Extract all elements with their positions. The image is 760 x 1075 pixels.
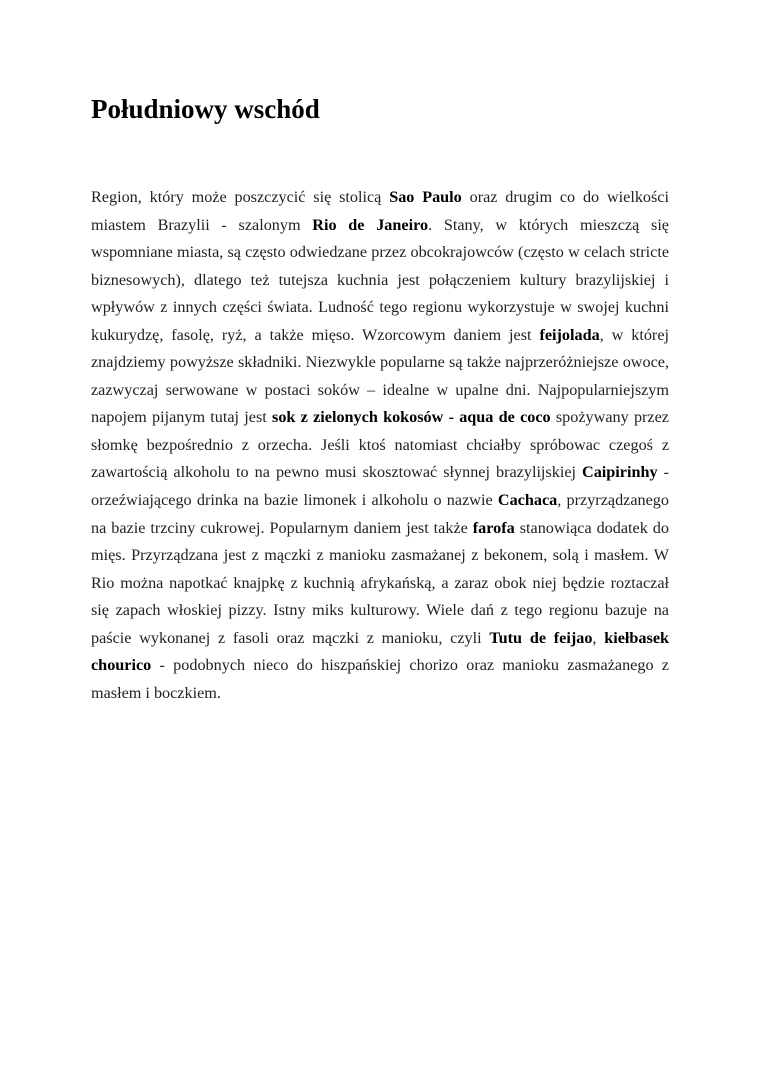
text-run: oraz drugim co do wielkości miastem Brazylii - szalonym: [91, 188, 669, 234]
bold-term-rio-de-janeiro: Rio de Janeiro: [312, 215, 429, 234]
text-run: spożywany przez słomkę bezpośrednio z orzecha. Jeśli ktoś natomiast chciałby spróbowac czegoś z zawartością alkoholu to na pewno musi skosztować słynnej brazylijskiej: [91, 408, 669, 482]
text-run: , w której znajdziemy powyższe składniki. Niezwykle popularne są także najprzeróżniejsze owoce, zazwyczaj serwowane w postaci soków – idealne w upalne dni. Najpopularniejszym napojem pijanym tutaj jest: [91, 325, 669, 427]
document-title: Południowy wschód: [91, 94, 320, 124]
text-run: ,: [592, 628, 605, 647]
text-run: stanowiąca dodatek do mięs. Przyrządzana jest z mączki z manioku zasmażanej z bekonem, solą i masłem. W Rio można napotkać knajpkę z kuchnią afrykańską, a zaraz obok niej będzie roztaczał się zapach włoskiej pizzy. Istny miks kulturowy. Wiele dań z tego regionu bazuje na paście wykonanej z fasoli oraz mączki z manioku, czyli: [91, 518, 669, 647]
bold-term-kielbasek-chourico: kiełbasek chourico: [91, 628, 670, 675]
text-run: - podobnych nieco do hiszpańskiej chorizo oraz manioku zasmażanego z masłem i boczkiem.: [91, 656, 669, 702]
bold-term-sao-paulo: Sao Paulo: [389, 188, 462, 206]
text-run: . Stany, w których mieszczą się wspomniane miasta, są często odwiedzane przez obcokrajowców (często w celach stricte biznesowych), dlatego też tutejsza kuchnia jest połączeniem kultury brazylijskiej i wpływów z innych części świata. Ludność tego regionu wykorzystuje w swojej kuchni kukurydzę, fasolę, ryż, a także mięso. Wzorcowym daniem jest: [91, 215, 669, 344]
text-run: Region, który może poszczycić się stolicą: [91, 188, 390, 206]
bold-term-cachaca: Cachaca: [497, 491, 558, 510]
text-run: , przyrządzanego na bazie trzciny cukrowej. Popularnym daniem jest także: [91, 491, 669, 537]
bold-term-feijolada: feijolada: [539, 325, 600, 344]
text-run: - orzeźwiającego drinka na bazie limonek i alkoholu o nazwie: [91, 463, 669, 510]
bold-term-farofa: farofa: [472, 518, 515, 537]
bold-term-caipirinhy: Caipirinhy: [582, 463, 658, 482]
body-paragraph: [91, 184, 669, 707]
bold-term-aqua-de-coco: sok z zielonych kokosów - aqua de coco: [272, 408, 551, 427]
bold-term-tutu-de-feijao: Tutu de feijao: [489, 628, 593, 647]
